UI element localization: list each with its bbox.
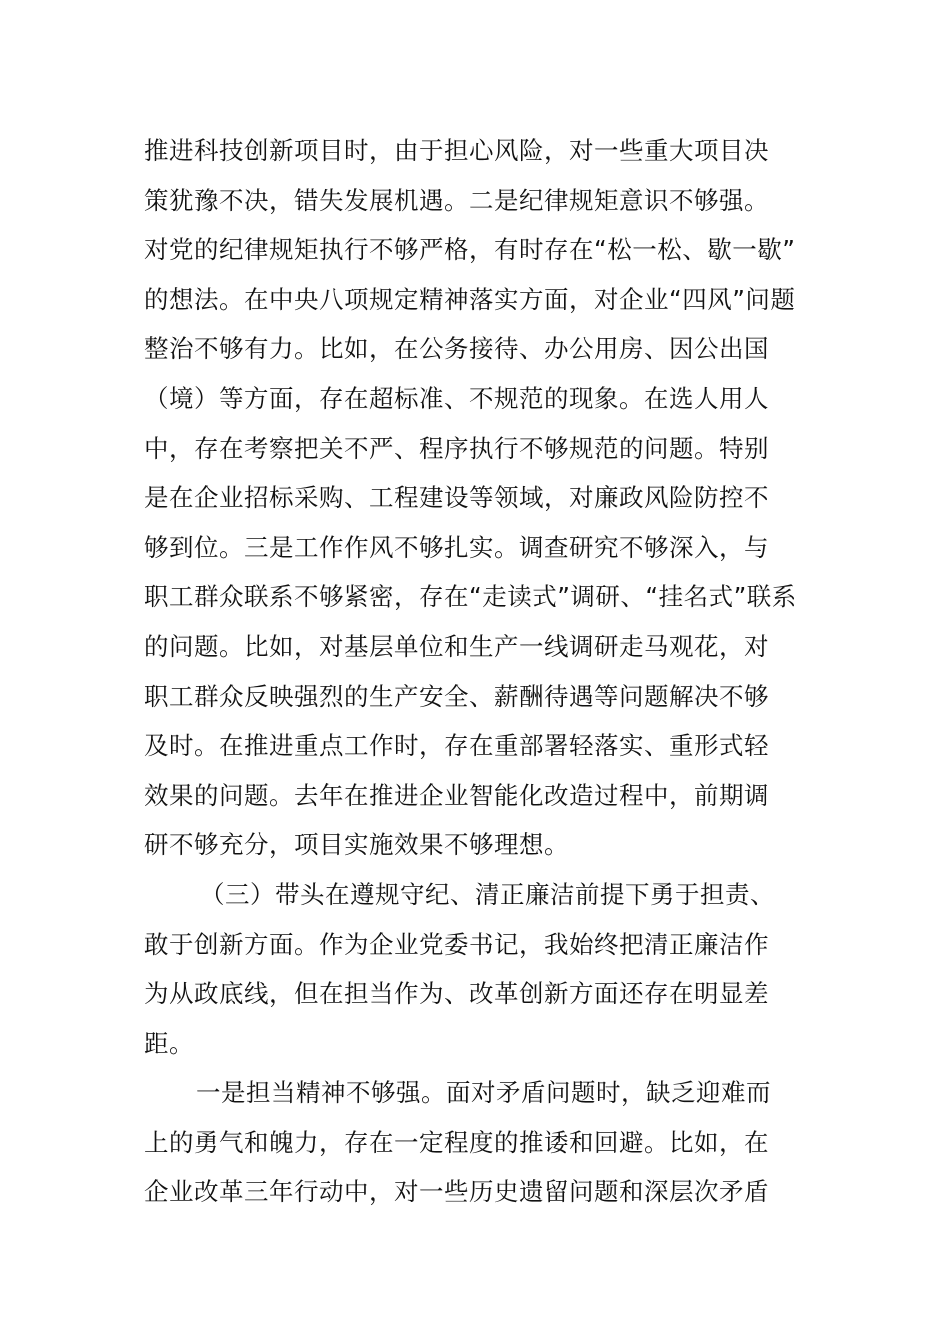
text-line: 策犹豫不决，错失发展机遇。二是纪律规矩意识不够强。 bbox=[144, 185, 769, 215]
text-line: 研不够充分，项目实施效果不够理想。 bbox=[144, 830, 569, 860]
text-line: 的问题。比如，对基层单位和生产一线调研走马观花，对 bbox=[144, 631, 769, 661]
document-body bbox=[144, 126, 806, 1217]
text-line: 推进科技创新项目时，由于担心风险，对一些重大项目决 bbox=[144, 136, 769, 165]
text-line: 够到位。三是工作作风不够扎实。调查研究不够深入，与 bbox=[144, 532, 769, 562]
text-line: 效果的问题。去年在推进企业智能化改造过程中，前期调 bbox=[144, 780, 769, 810]
text-line: 企业改革三年行动中，对一些历史遗留问题和深层次矛盾 bbox=[144, 1177, 769, 1207]
text-line: 敢于创新方面。作为企业党委书记，我始终把清正廉洁作 bbox=[144, 929, 769, 959]
text-line: 上的勇气和魄力，存在一定程度的推诿和回避。比如，在 bbox=[144, 1127, 769, 1157]
text-line: 整治不够有力。比如，在公务接待、办公用房、因公出国 bbox=[144, 334, 769, 364]
text-line: 及时。在推进重点工作时，存在重部署轻落实、重形式轻 bbox=[144, 731, 769, 761]
text-line: （境）等方面，存在超标准、不规范的现象。在选人用人 bbox=[144, 383, 769, 413]
text-line: 是在企业招标采购、工程建设等领域，对廉政风险防控不 bbox=[144, 483, 769, 513]
section-heading-line: （三）带头在遵规守纪、清正廉洁前提下勇于担责、 bbox=[200, 879, 775, 909]
paragraph-start-line: 一是担当精神不够强。面对矛盾问题时，缺乏迎难而 bbox=[196, 1078, 771, 1108]
text-line: 对党的纪律规矩执行不够严格，有时存在“松一松、歇一歇” bbox=[144, 235, 796, 265]
text-line: 中，存在考察把关不严、程序执行不够规范的问题。特别 bbox=[144, 433, 769, 463]
text-line: 职工群众反映强烈的生产安全、薪酬待遇等问题解决不够 bbox=[144, 681, 769, 711]
text-line: 的想法。在中央八项规定精神落实方面，对企业“四风”问题 bbox=[144, 284, 796, 314]
text-line: 为从政底线，但在担当作为、改革创新方面还存在明显差 bbox=[144, 979, 769, 1009]
text-line: 职工群众联系不够紧密，存在“走读式”调研、“挂名式”联系 bbox=[144, 582, 797, 612]
text-line: 距。 bbox=[144, 1028, 194, 1058]
